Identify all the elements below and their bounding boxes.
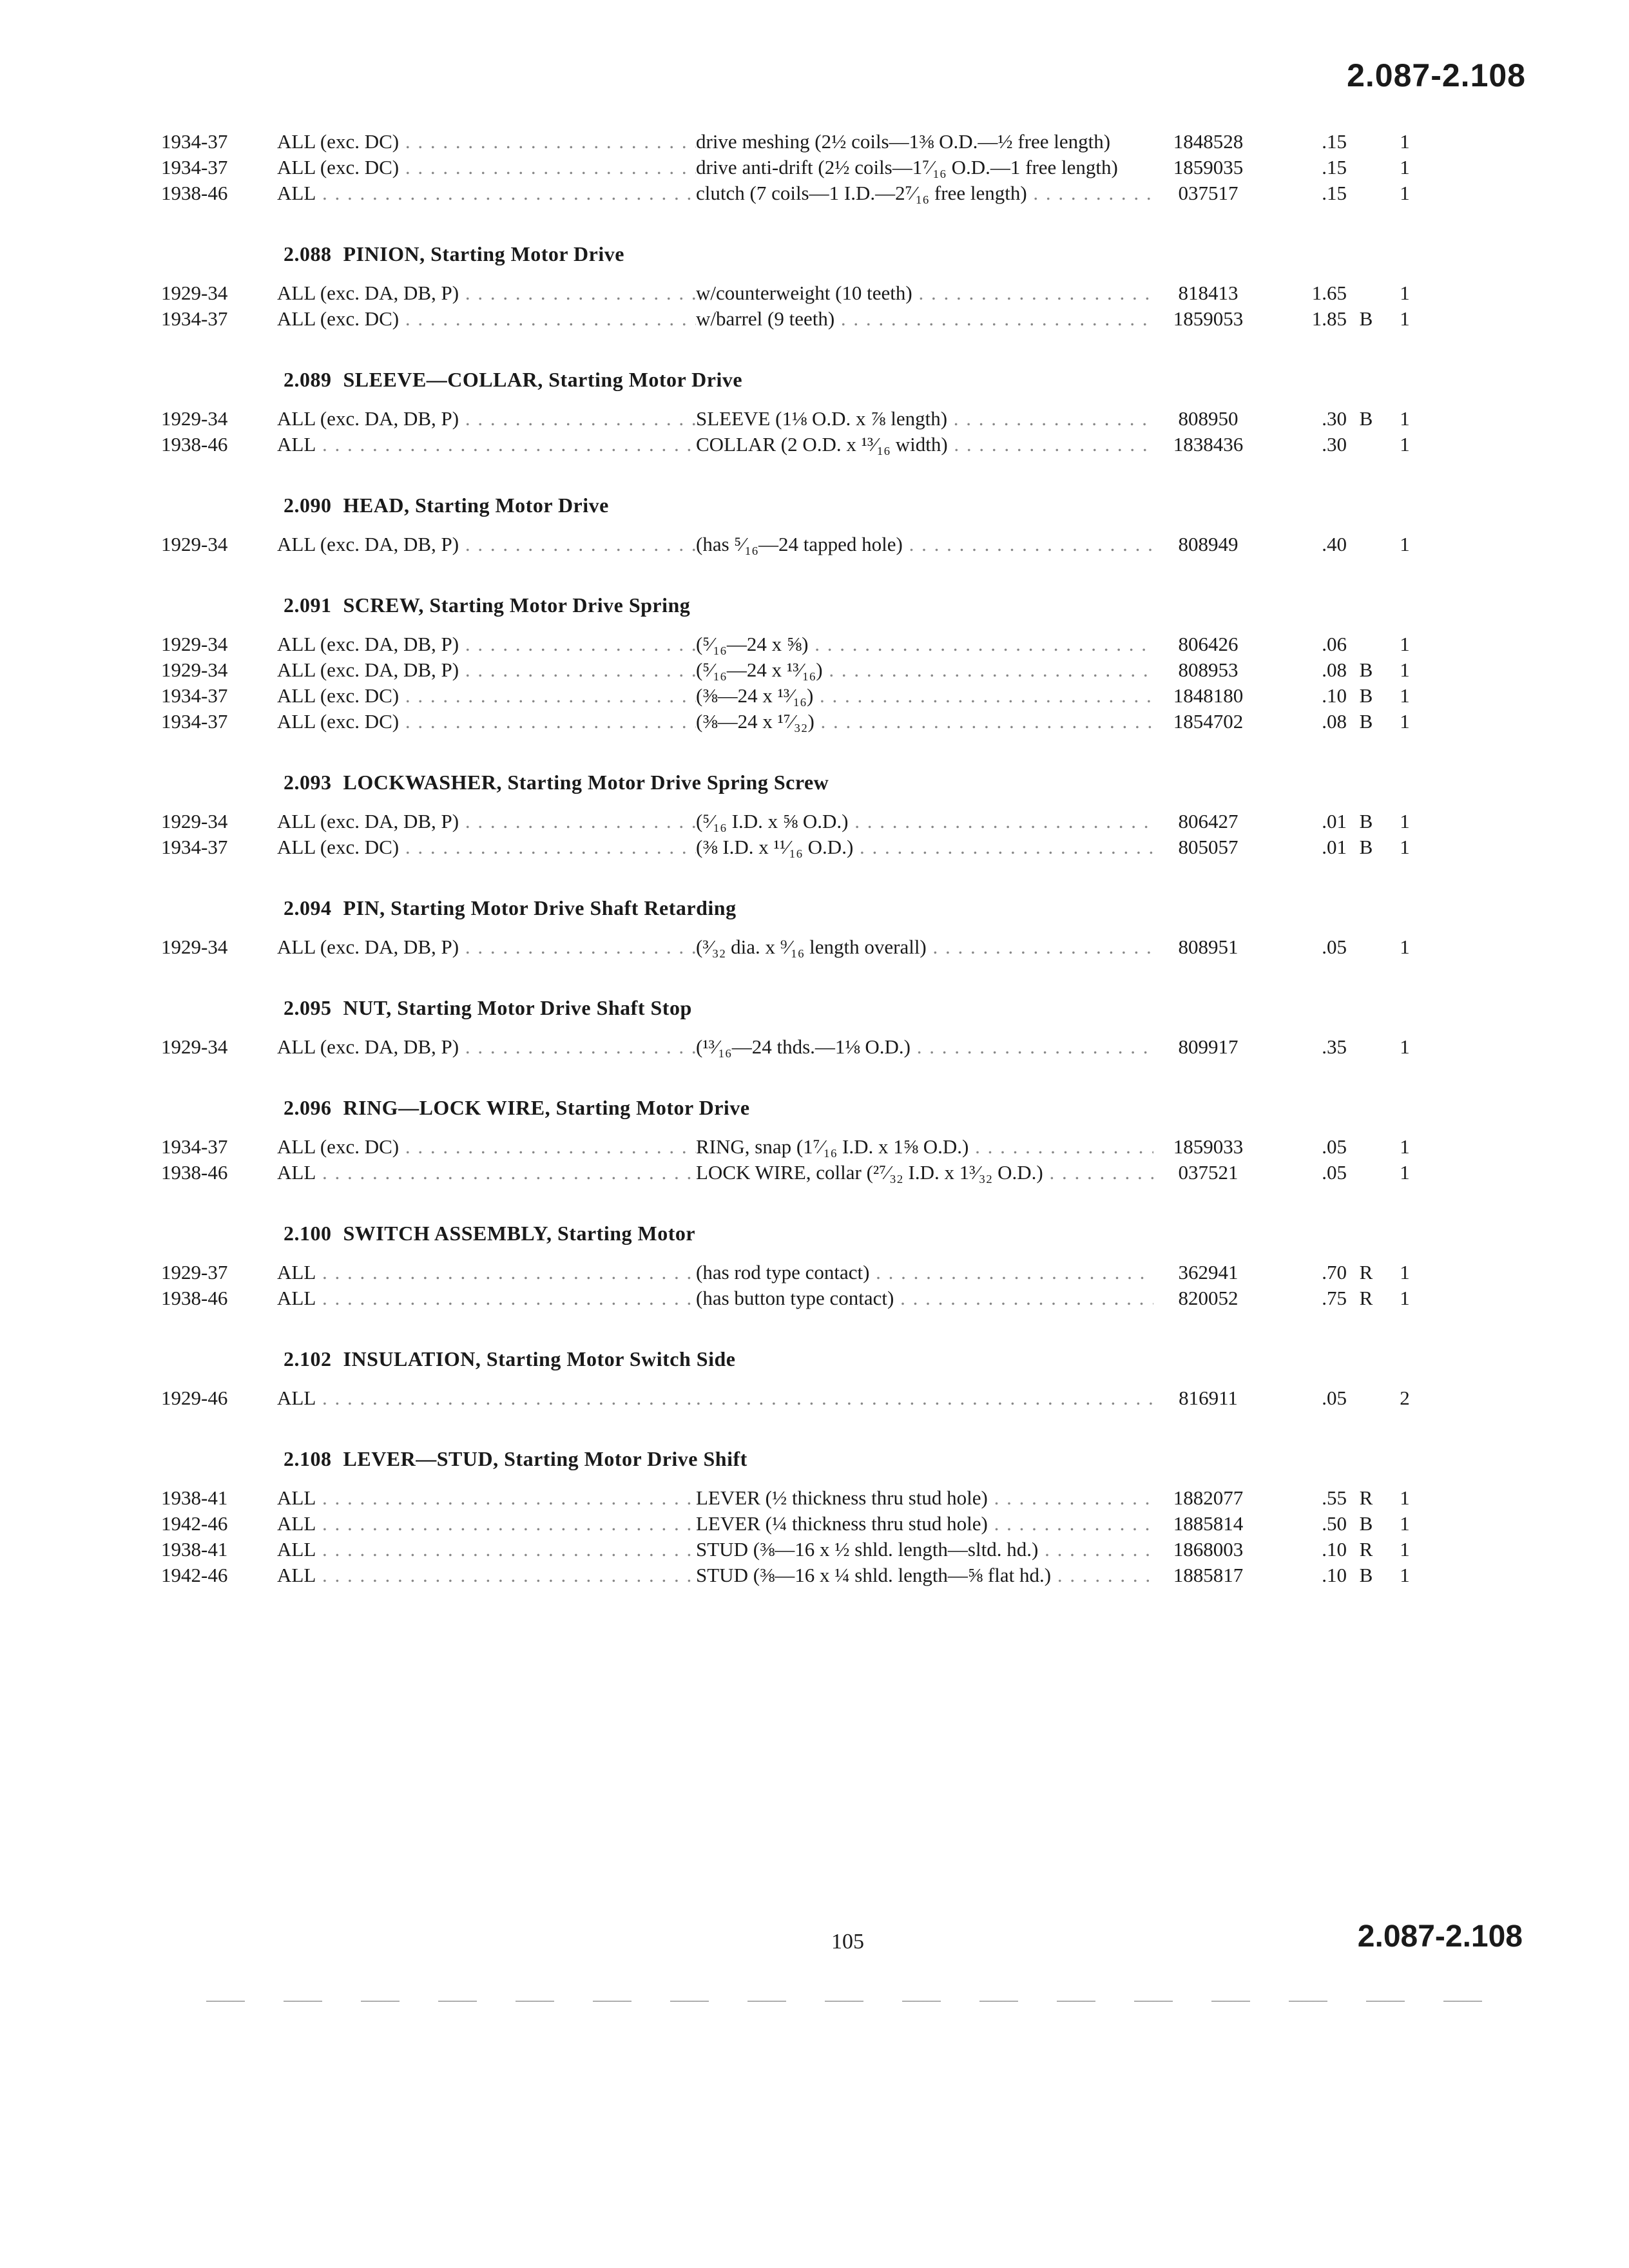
- section-number: 2.096: [284, 1096, 332, 1119]
- year-cell: 1938-46: [161, 1161, 228, 1184]
- part-number-cell: 805057: [1178, 836, 1239, 858]
- year-cell: 1934-37: [161, 710, 228, 733]
- quantity-cell: 1: [1400, 836, 1410, 858]
- page-range-footer: 2.087-2.108: [1357, 1919, 1523, 1954]
- model-cell: ALL . . .: [277, 1385, 696, 1411]
- code-cell: B: [1359, 1512, 1373, 1535]
- price-cell: .05: [1322, 1161, 1347, 1184]
- table-row: [161, 306, 1501, 332]
- part-number-cell: 1885814: [1173, 1512, 1244, 1535]
- quantity-cell: 1: [1400, 433, 1410, 456]
- quantity-cell: 1: [1400, 307, 1410, 330]
- section-number: 2.090: [284, 494, 332, 517]
- quantity-cell: 1: [1400, 1035, 1410, 1058]
- year-cell: 1929-34: [161, 658, 228, 681]
- price-cell: .05: [1322, 1135, 1347, 1158]
- part-number-cell: 816911: [1179, 1387, 1238, 1409]
- part-number-cell: 820052: [1178, 1287, 1239, 1309]
- year-cell: 1929-37: [161, 1261, 228, 1283]
- table-row: [161, 1160, 1501, 1186]
- year-cell: 1929-34: [161, 533, 228, 555]
- part-number-cell: 1848180: [1173, 684, 1244, 707]
- table-row: [161, 631, 1501, 657]
- section-title: INSULATION, Starting Motor Switch Side: [343, 1347, 736, 1370]
- part-number-cell: 037521: [1178, 1161, 1239, 1184]
- section-title: PIN, Starting Motor Drive Shaft Retarding: [343, 896, 737, 919]
- code-cell: B: [1359, 658, 1373, 681]
- quantity-cell: 1: [1400, 1512, 1410, 1535]
- section-title: NUT, Starting Motor Drive Shaft Stop: [343, 996, 692, 1019]
- table-row: [161, 1385, 1501, 1411]
- description-cell: COLLAR (2 O.D. x ¹³⁄₁₆ width) . . .: [696, 432, 1153, 457]
- table-row: [161, 683, 1501, 709]
- description-cell: (⁵⁄₁₆ I.D. x ⅝ O.D.) . . .: [696, 809, 1153, 834]
- code-cell: B: [1359, 307, 1373, 330]
- year-cell: 1938-41: [161, 1486, 228, 1509]
- section-heading: [284, 1222, 1501, 1245]
- description-cell: clutch (7 coils—1 I.D.—2⁷⁄₁₆ free length) . . .: [696, 180, 1153, 206]
- price-cell: .06: [1322, 633, 1347, 655]
- section-title: LEVER—STUD, Starting Motor Drive Shift: [343, 1447, 747, 1470]
- quantity-cell: 1: [1400, 282, 1410, 304]
- section-heading: [284, 1447, 1501, 1471]
- catalog-section-2-108: [161, 1447, 1501, 1588]
- description-cell: (⁵⁄₁₆—24 x ¹³⁄₁₆) . . .: [696, 657, 1153, 683]
- model-cell: ALL (exc. DA, DB, P) . . .: [277, 280, 696, 306]
- section-heading: [284, 996, 1501, 1020]
- table-row: [161, 1485, 1501, 1511]
- part-number-cell: 818413: [1178, 282, 1239, 304]
- section-number: 2.108: [284, 1447, 332, 1470]
- description-cell: (has button type contact) . . .: [696, 1285, 1153, 1311]
- part-number-cell: 808949: [1178, 533, 1239, 555]
- catalog-section-2-095: [161, 996, 1501, 1060]
- model-cell: ALL . . .: [277, 1485, 696, 1511]
- part-number-cell: 1868003: [1173, 1538, 1244, 1561]
- section-title: SLEEVE—COLLAR, Starting Motor Drive: [343, 368, 743, 391]
- code-cell: R: [1359, 1486, 1373, 1509]
- catalog-section-2-093: [161, 771, 1501, 860]
- part-number-cell: 806427: [1178, 810, 1239, 832]
- table-row: [161, 280, 1501, 306]
- part-number-cell: 1848528: [1173, 130, 1244, 153]
- table-row: [161, 1034, 1501, 1060]
- model-cell: ALL . . .: [277, 1285, 696, 1311]
- section-heading: [284, 593, 1501, 617]
- price-cell: 1.65: [1311, 282, 1347, 304]
- price-cell: .15: [1322, 130, 1347, 153]
- quantity-cell: 1: [1400, 130, 1410, 153]
- quantity-cell: 1: [1400, 658, 1410, 681]
- year-cell: 1934-37: [161, 684, 228, 707]
- description-cell: (has ⁵⁄₁₆—24 tapped hole) . . .: [696, 532, 1153, 557]
- table-row: [161, 834, 1501, 860]
- model-cell: ALL (exc. DC) . . .: [277, 1134, 696, 1160]
- part-number-cell: 808953: [1178, 658, 1239, 681]
- section-heading: [284, 1347, 1501, 1371]
- table-row: [161, 129, 1501, 155]
- section-heading: [284, 494, 1501, 517]
- code-cell: B: [1359, 1564, 1373, 1586]
- part-number-cell: 362941: [1178, 1261, 1239, 1283]
- section-title: SWITCH ASSEMBLY, Starting Motor: [343, 1222, 696, 1245]
- quantity-cell: 1: [1400, 710, 1410, 733]
- table-row: [161, 934, 1501, 960]
- model-cell: ALL . . .: [277, 1260, 696, 1285]
- year-cell: 1929-34: [161, 407, 228, 430]
- year-cell: 1938-46: [161, 182, 228, 204]
- description-cell: drive meshing (2½ coils—1⅜ O.D.—½ free length): [696, 130, 1111, 153]
- table-row: [161, 532, 1501, 557]
- catalog-section-2-094: [161, 896, 1501, 960]
- price-cell: .70: [1322, 1261, 1347, 1283]
- code-cell: B: [1359, 407, 1373, 430]
- year-cell: 1942-46: [161, 1512, 228, 1535]
- description-cell: (⁵⁄₁₆—24 x ⅝) . . .: [696, 631, 1153, 657]
- year-cell: 1942-46: [161, 1564, 228, 1586]
- price-cell: .08: [1322, 710, 1347, 733]
- description-cell: w/counterweight (10 teeth) . . .: [696, 280, 1153, 306]
- section-number: 2.088: [284, 242, 332, 265]
- year-cell: 1934-37: [161, 130, 228, 153]
- year-cell: 1934-37: [161, 307, 228, 330]
- model-cell: ALL (exc. DC) . . .: [277, 129, 696, 155]
- quantity-cell: 1: [1400, 1261, 1410, 1283]
- catalog-section-2-102: [161, 1347, 1501, 1411]
- code-cell: B: [1359, 684, 1373, 707]
- code-cell: R: [1359, 1538, 1373, 1561]
- parts-catalog: [161, 129, 1501, 1624]
- quantity-cell: 1: [1400, 684, 1410, 707]
- section-title: PINION, Starting Motor Drive: [343, 242, 624, 265]
- quantity-cell: 2: [1400, 1387, 1410, 1409]
- price-cell: .75: [1322, 1287, 1347, 1309]
- table-row: [161, 709, 1501, 735]
- description-cell: (¹³⁄₁₆—24 thds.—1⅛ O.D.) . . .: [696, 1034, 1153, 1060]
- model-cell: ALL (exc. DA, DB, P) . . .: [277, 631, 696, 657]
- table-row: [161, 1260, 1501, 1285]
- part-number-cell: 808951: [1178, 936, 1239, 958]
- quantity-cell: 1: [1400, 156, 1410, 178]
- quantity-cell: 1: [1400, 936, 1410, 958]
- quantity-cell: 1: [1400, 1161, 1410, 1184]
- price-cell: .05: [1322, 1387, 1347, 1409]
- price-cell: .50: [1322, 1512, 1347, 1535]
- quantity-cell: 1: [1400, 533, 1410, 555]
- price-cell: .15: [1322, 156, 1347, 178]
- part-number-cell: 1859035: [1173, 156, 1244, 178]
- description-cell: (⅜—24 x ¹⁷⁄₃₂) . . .: [696, 709, 1153, 735]
- year-cell: 1934-37: [161, 836, 228, 858]
- year-cell: 1929-46: [161, 1387, 228, 1409]
- description-cell: (³⁄₃₂ dia. x ⁹⁄₁₆ length overall) . . .: [696, 934, 1153, 960]
- catalog-section-2-090: [161, 494, 1501, 557]
- part-number-cell: 1882077: [1173, 1486, 1244, 1509]
- section-heading: [284, 771, 1501, 794]
- quantity-cell: 1: [1400, 182, 1410, 204]
- part-number-cell: 806426: [1178, 633, 1239, 655]
- price-cell: .10: [1322, 1538, 1347, 1561]
- quantity-cell: 1: [1400, 1486, 1410, 1509]
- code-cell: R: [1359, 1287, 1373, 1309]
- year-cell: 1934-37: [161, 156, 228, 178]
- part-number-cell: 1838436: [1173, 433, 1244, 456]
- section-title: LOCKWASHER, Starting Motor Drive Spring Screw: [343, 771, 829, 794]
- section-number: 2.093: [284, 771, 332, 794]
- description-cell: drive anti-drift (2½ coils—1⁷⁄₁₆ O.D.—1 free length): [696, 156, 1118, 178]
- model-cell: ALL . . .: [277, 432, 696, 457]
- price-cell: .10: [1322, 684, 1347, 707]
- model-cell: ALL (exc. DA, DB, P) . . .: [277, 1034, 696, 1060]
- description-cell: (⅜—24 x ¹³⁄₁₆) . . .: [696, 683, 1153, 709]
- section-title: HEAD, Starting Motor Drive: [343, 494, 609, 517]
- year-cell: 1938-41: [161, 1538, 228, 1561]
- price-cell: .10: [1322, 1564, 1347, 1586]
- lead-section: [161, 129, 1501, 206]
- description-cell: LOCK WIRE, collar (²⁷⁄₃₂ I.D. x 1³⁄₃₂ O.D.) . . .: [696, 1160, 1153, 1186]
- description-cell: STUD (⅜—16 x ½ shld. length—sltd. hd.) . . .: [696, 1537, 1153, 1562]
- table-row: [161, 1562, 1501, 1588]
- price-cell: .08: [1322, 658, 1347, 681]
- table-row: [161, 1537, 1501, 1562]
- section-number: 2.094: [284, 896, 332, 919]
- model-cell: ALL . . .: [277, 1562, 696, 1588]
- part-number-cell: 037517: [1178, 182, 1239, 204]
- model-cell: ALL . . .: [277, 1537, 696, 1562]
- section-number: 2.089: [284, 368, 332, 391]
- quantity-cell: 1: [1400, 1287, 1410, 1309]
- description-cell: STUD (⅜—16 x ¼ shld. length—⅝ flat hd.) . . .: [696, 1562, 1153, 1588]
- model-cell: ALL (exc. DA, DB, P) . . .: [277, 657, 696, 683]
- description-cell: w/barrel (9 teeth) . . .: [696, 306, 1153, 332]
- description-cell: (⅜ I.D. x ¹¹⁄₁₆ O.D.) . . .: [696, 834, 1153, 860]
- model-cell: ALL (exc. DC) . . .: [277, 683, 696, 709]
- year-cell: 1934-37: [161, 1135, 228, 1158]
- code-cell: R: [1359, 1261, 1373, 1283]
- description-cell: RING, snap (1⁷⁄₁₆ I.D. x 1⅝ O.D.) . . .: [696, 1134, 1153, 1160]
- quantity-cell: 1: [1400, 1538, 1410, 1561]
- part-number-cell: 1854702: [1173, 710, 1244, 733]
- table-row: [161, 657, 1501, 683]
- price-cell: .05: [1322, 936, 1347, 958]
- year-cell: 1929-34: [161, 810, 228, 832]
- description-cell: LEVER (¼ thickness thru stud hole) . . .: [696, 1511, 1153, 1537]
- table-row: [161, 1511, 1501, 1537]
- price-cell: .30: [1322, 407, 1347, 430]
- model-cell: ALL (exc. DA, DB, P) . . .: [277, 934, 696, 960]
- price-cell: .01: [1322, 810, 1347, 832]
- model-cell: ALL (exc. DC) . . .: [277, 155, 696, 180]
- part-number-cell: 809917: [1178, 1035, 1239, 1058]
- description-cell: SLEEVE (1⅛ O.D. x ⅞ length) . . .: [696, 406, 1153, 432]
- section-title: SCREW, Starting Motor Drive Spring: [343, 593, 691, 617]
- year-cell: 1938-46: [161, 1287, 228, 1309]
- page-range-header: 2.087-2.108: [1347, 57, 1526, 93]
- section-title: RING—LOCK WIRE, Starting Motor Drive: [343, 1096, 750, 1119]
- part-number-cell: 1859033: [1173, 1135, 1244, 1158]
- catalog-section-2-089: [161, 368, 1501, 457]
- model-cell: ALL (exc. DA, DB, P) . . .: [277, 809, 696, 834]
- code-cell: B: [1359, 836, 1373, 858]
- section-number: 2.091: [284, 593, 332, 617]
- price-cell: .35: [1322, 1035, 1347, 1058]
- code-cell: B: [1359, 710, 1373, 733]
- part-number-cell: 1859053: [1173, 307, 1244, 330]
- quantity-cell: 1: [1400, 1135, 1410, 1158]
- price-cell: .15: [1322, 182, 1347, 204]
- model-cell: ALL (exc. DC) . . .: [277, 709, 696, 735]
- model-cell: ALL (exc. DC) . . .: [277, 306, 696, 332]
- catalog-section-2-100: [161, 1222, 1501, 1311]
- section-heading: [284, 1096, 1501, 1120]
- model-cell: ALL (exc. DC) . . .: [277, 834, 696, 860]
- catalog-section-2-091: [161, 593, 1501, 735]
- price-cell: .55: [1322, 1486, 1347, 1509]
- section-heading: [284, 242, 1501, 266]
- quantity-cell: 1: [1400, 407, 1410, 430]
- section-heading: [284, 896, 1501, 920]
- quantity-cell: 1: [1400, 810, 1410, 832]
- year-cell: 1938-46: [161, 433, 228, 456]
- section-number: 2.100: [284, 1222, 332, 1245]
- table-row: [161, 406, 1501, 432]
- year-cell: 1929-34: [161, 282, 228, 304]
- section-number: 2.095: [284, 996, 332, 1019]
- part-number-cell: 1885817: [1173, 1564, 1244, 1586]
- catalog-section-2-088: [161, 242, 1501, 332]
- sections-container: [161, 242, 1501, 1588]
- model-cell: ALL . . .: [277, 180, 696, 206]
- model-cell: ALL (exc. DA, DB, P) . . .: [277, 406, 696, 432]
- scan-artifact-line: [206, 2001, 1489, 2002]
- table-row: [161, 809, 1501, 834]
- code-cell: B: [1359, 810, 1373, 832]
- table-row: [161, 1285, 1501, 1311]
- section-heading: [284, 368, 1501, 392]
- price-cell: 1.85: [1311, 307, 1347, 330]
- quantity-cell: 1: [1400, 633, 1410, 655]
- page-number: 105: [831, 1930, 864, 1954]
- description-cell: (has rod type contact) . . .: [696, 1260, 1153, 1285]
- table-row: [161, 1134, 1501, 1160]
- section-number: 2.102: [284, 1347, 332, 1370]
- table-row: [161, 432, 1501, 457]
- model-cell: ALL . . .: [277, 1160, 696, 1186]
- table-row: [161, 180, 1501, 206]
- price-cell: .30: [1322, 433, 1347, 456]
- year-cell: 1929-34: [161, 936, 228, 958]
- description-cell: [696, 1385, 1153, 1411]
- table-row: [161, 155, 1501, 180]
- catalog-section-2-096: [161, 1096, 1501, 1186]
- quantity-cell: 1: [1400, 1564, 1410, 1586]
- description-cell: LEVER (½ thickness thru stud hole) . . .: [696, 1485, 1153, 1511]
- model-cell: ALL (exc. DA, DB, P) . . .: [277, 532, 696, 557]
- year-cell: 1929-34: [161, 633, 228, 655]
- price-cell: .01: [1322, 836, 1347, 858]
- model-cell: ALL . . .: [277, 1511, 696, 1537]
- year-cell: 1929-34: [161, 1035, 228, 1058]
- part-number-cell: 808950: [1178, 407, 1239, 430]
- price-cell: .40: [1322, 533, 1347, 555]
